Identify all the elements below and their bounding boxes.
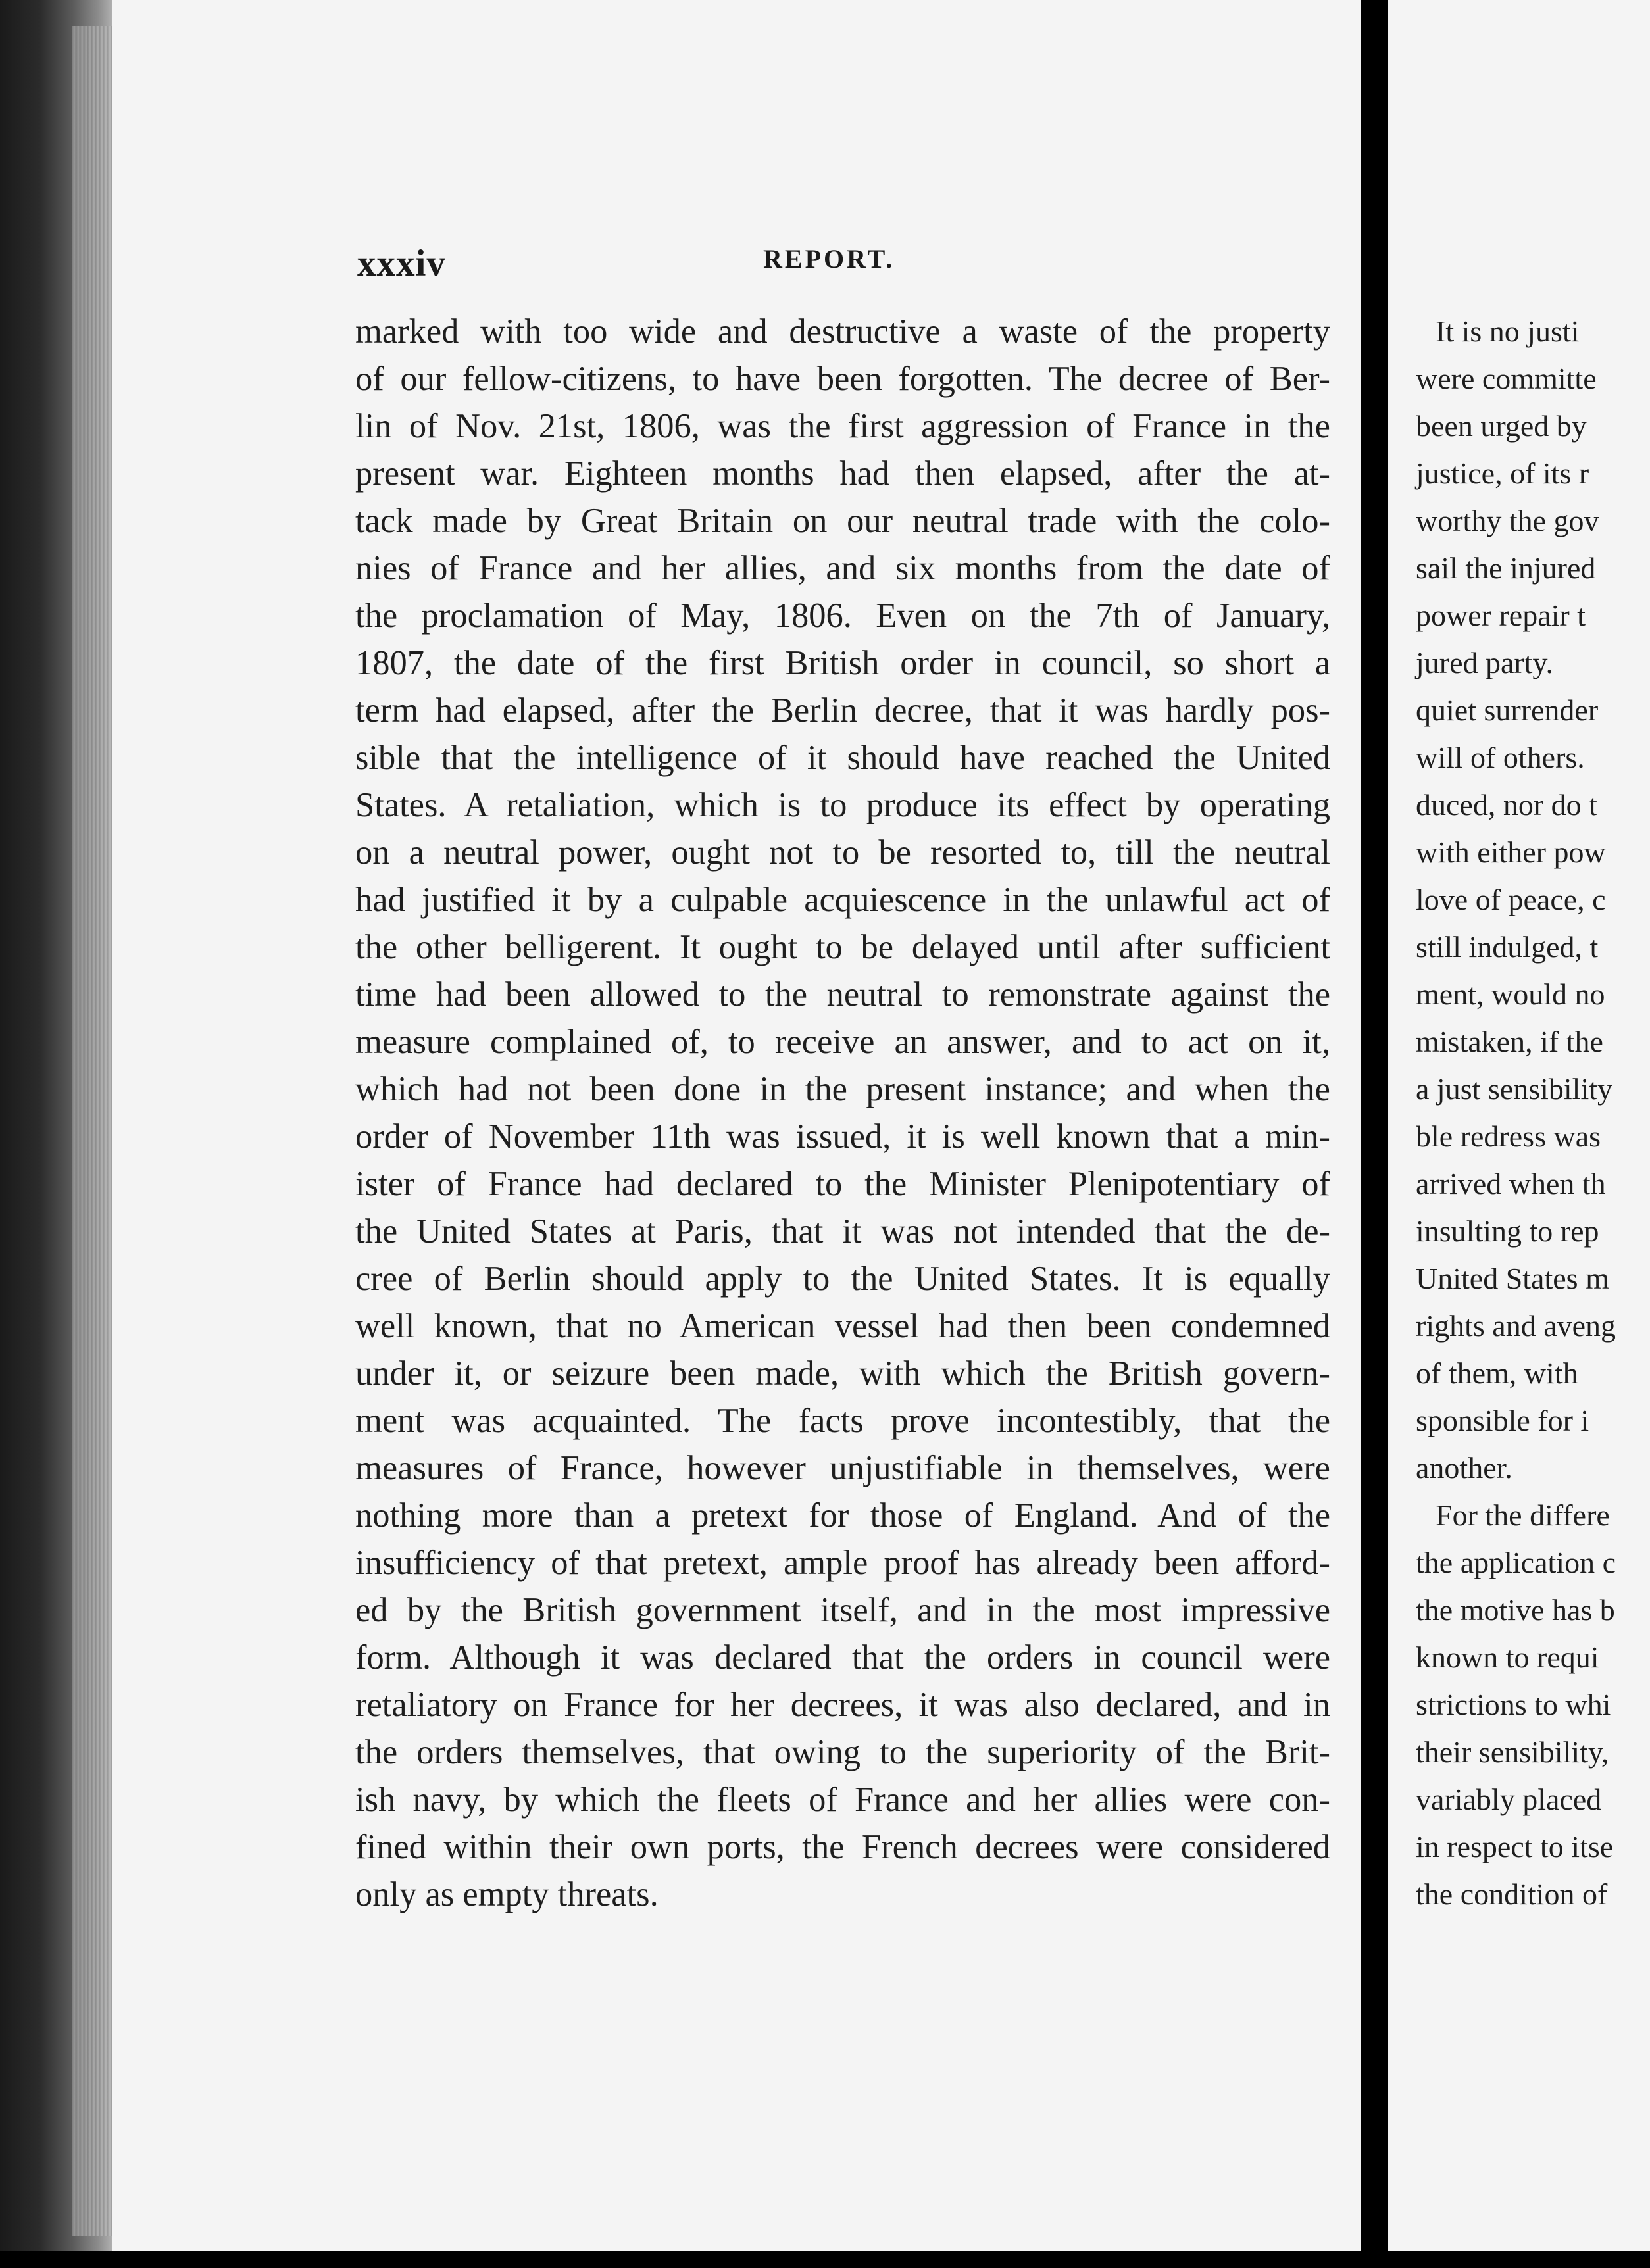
text-line: lin of Nov. 21st, 1806, was the first aggression of France in the [355, 407, 1330, 445]
text-line: sponsible for i [1416, 1404, 1589, 1437]
page-gutter [1361, 0, 1389, 2268]
text-line: had justified it by a culpable acquiescence in the unlawful act of [355, 881, 1330, 919]
text-line: of them, with [1416, 1356, 1578, 1390]
text-line: the application c [1416, 1546, 1616, 1579]
text-line: were committe [1416, 362, 1597, 395]
text-line: their sensibility, [1416, 1735, 1609, 1769]
text-line: still indulged, t [1416, 930, 1599, 964]
text-line: present war. Eighteen months had then elapsed, after the at- [355, 455, 1330, 493]
text-line: It is no justi [1436, 314, 1580, 348]
paper-speck [824, 209, 839, 225]
page-number: xxxiv [357, 243, 446, 284]
text-line: arrived when th [1416, 1167, 1606, 1200]
text-line: 1807, the date of the first British order in council, so short a [355, 644, 1330, 682]
text-line: tack made by Great Britain on our neutral trade with the colo- [355, 502, 1330, 540]
text-line: been urged by [1416, 409, 1587, 443]
text-line: worthy the gov [1416, 504, 1599, 537]
text-line: of our fellow-citizens, to have been forgotten. The decree of Ber- [355, 360, 1330, 398]
text-line: the condition of [1416, 1877, 1608, 1911]
text-line: the United States at Paris, that it was not intended that the de- [355, 1212, 1330, 1250]
text-line: ish navy, by which the fleets of France and her allies were con- [355, 1781, 1330, 1819]
text-line: retaliatory on France for her decrees, it was also declared, and in [355, 1686, 1330, 1724]
text-line: in respect to itse [1416, 1830, 1614, 1863]
text-line: For the differe [1436, 1498, 1610, 1532]
text-line: States. A retaliation, which is to produce its effect by operating [355, 786, 1330, 824]
text-line: time had been allowed to the neutral to remonstrate against the [355, 975, 1330, 1014]
text-line: ment, would no [1416, 977, 1605, 1011]
text-line: measure complained of, to receive an answer, and to act on it, [355, 1023, 1330, 1061]
text-line: variably placed [1416, 1783, 1602, 1816]
text-line: United States m [1416, 1262, 1609, 1295]
text-line: mistaken, if the [1416, 1025, 1603, 1058]
running-title: REPORT. [763, 244, 895, 274]
text-line: rights and aveng [1416, 1309, 1616, 1343]
text-line: justice, of its r [1416, 456, 1589, 490]
text-line: the other belligerent. It ought to be delayed until after sufficient [355, 928, 1330, 966]
text-line: ble redress was [1416, 1120, 1601, 1153]
text-line: cree of Berlin should apply to the United States. It is equally [355, 1260, 1330, 1298]
text-line: sible that the intelligence of it should have reached the United [355, 739, 1330, 777]
text-line: sail the injured [1416, 551, 1596, 585]
text-line: measures of France, however unjustifiable in themselves, were [355, 1449, 1330, 1487]
text-line: duced, nor do t [1416, 788, 1597, 822]
text-line: order of November 11th was issued, it is well known that a min- [355, 1118, 1330, 1156]
text-line: strictions to whi [1416, 1688, 1611, 1721]
text-line: nothing more than a pretext for those of England. And of the [355, 1496, 1330, 1535]
right-page-text [1416, 308, 1650, 1918]
text-line: ed by the British government itself, and in the most impressive [355, 1591, 1330, 1629]
text-line: term had elapsed, after the Berlin decree, that it was hardly pos- [355, 691, 1330, 729]
text-line: insulting to rep [1416, 1214, 1599, 1248]
text-line: on a neutral power, ought not to be resorted to, till the neutral [355, 833, 1330, 872]
text-line: power repair t [1416, 599, 1586, 632]
text-line: which had not been done in the present instance; and when the [355, 1070, 1330, 1108]
text-line: quiet surrender [1416, 693, 1599, 727]
scan-bottom-border [0, 2251, 1650, 2268]
text-line: well known, that no American vessel had then been condemned [355, 1307, 1330, 1345]
text-line: marked with too wide and destructive a waste of the property [355, 312, 1330, 351]
text-line: the motive has b [1416, 1593, 1615, 1627]
text-line: nies of France and her allies, and six months from the date of [355, 549, 1330, 587]
text-line: insufficiency of that pretext, ample proof has already been afford- [355, 1544, 1330, 1582]
text-line: a just sensibility [1416, 1072, 1613, 1106]
text-line: with either pow [1416, 835, 1606, 869]
text-line: another. [1416, 1451, 1512, 1485]
text-line: only as empty threats. [355, 1875, 659, 1913]
text-line: fined within their own ports, the French decrees were considered [355, 1828, 1330, 1866]
text-line: known to requi [1416, 1640, 1599, 1674]
text-line: jured party. [1416, 646, 1554, 679]
page-edges [72, 26, 112, 2236]
text-line: will of others. [1416, 741, 1585, 774]
text-line: ment was acquainted. The facts prove incontestibly, that the [355, 1402, 1330, 1440]
text-line: the orders themselves, that owing to the superiority of the Brit- [355, 1733, 1330, 1771]
text-line: under it, or seizure been made, with which the British govern- [355, 1354, 1330, 1393]
text-line: love of peace, c [1416, 883, 1606, 916]
text-line: ister of France had declared to the Minister Plenipotentiary of [355, 1165, 1330, 1203]
left-page-text [355, 308, 1330, 1918]
text-line: form. Although it was declared that the orders in council were [355, 1639, 1330, 1677]
text-line: the proclamation of May, 1806. Even on the 7th of January, [355, 597, 1330, 635]
